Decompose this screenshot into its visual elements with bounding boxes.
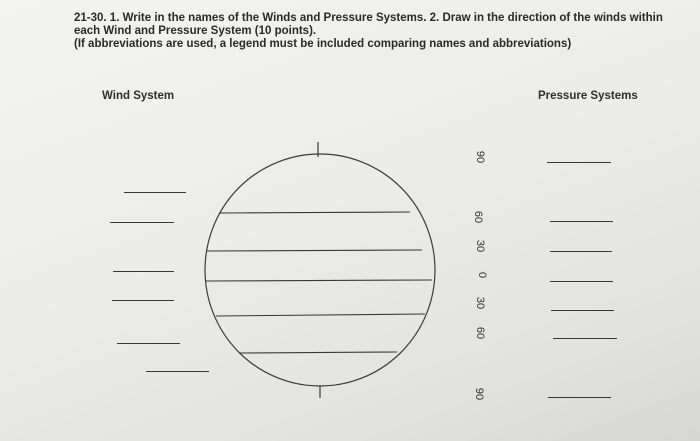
latitude-line-equator — [205, 280, 432, 281]
pressure-blank-2[interactable] — [550, 221, 613, 222]
earth-circle — [205, 154, 435, 386]
latitude-label-90s: 90 — [473, 387, 485, 401]
wind-blank-1[interactable] — [124, 192, 186, 193]
latitude-line-30s — [216, 314, 425, 316]
pressure-blank-3[interactable] — [550, 251, 612, 252]
pressure-systems-heading: Pressure Systems — [538, 90, 638, 102]
wind-blank-5[interactable] — [117, 343, 180, 344]
latitude-line-30n — [207, 250, 422, 251]
wind-blank-3[interactable] — [113, 271, 174, 272]
latitude-label-90n: 90 — [474, 150, 486, 164]
wind-blank-4[interactable] — [112, 300, 174, 301]
latitude-line-60s — [239, 352, 397, 353]
pressure-blank-6[interactable] — [553, 338, 617, 339]
latitude-label-60n: 60 — [472, 210, 484, 224]
latitude-label-equator: 0 — [476, 271, 488, 279]
pressure-blank-7[interactable] — [548, 397, 611, 398]
instructions-line-1: 21-30. 1. Write in the names of the Winds and Pressure Systems. 2. Draw in the direction of the winds within — [74, 12, 663, 24]
wind-system-heading: Wind System — [102, 90, 175, 102]
latitude-label-30n: 30 — [474, 239, 486, 253]
wind-blank-2[interactable] — [110, 222, 174, 223]
pressure-blank-1[interactable] — [547, 162, 611, 163]
pressure-blank-4[interactable] — [550, 281, 613, 282]
wind-blank-6[interactable] — [146, 371, 209, 372]
latitude-line-60n — [219, 212, 410, 213]
instructions-line-3: (If abbreviations are used, a legend must be included comparing names and abbreviations) — [74, 38, 572, 50]
instructions-line-2: each Wind and Pressure System (10 points). — [74, 25, 317, 37]
latitude-label-60s: 60 — [474, 326, 486, 340]
latitude-label-30s: 30 — [474, 296, 486, 310]
pressure-blank-5[interactable] — [551, 310, 614, 311]
